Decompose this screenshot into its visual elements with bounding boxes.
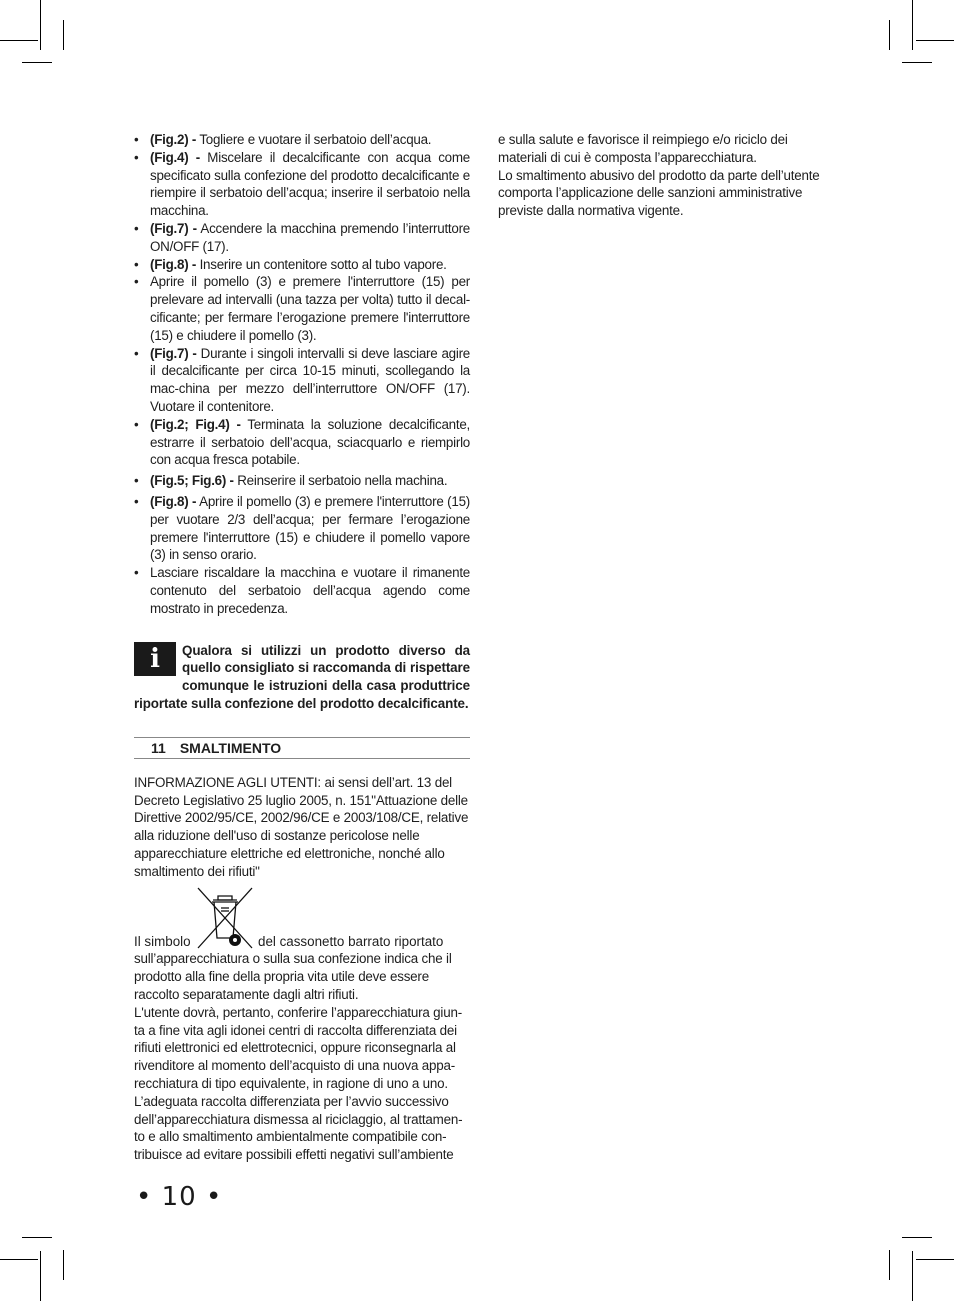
crop-mark (22, 62, 52, 63)
disposal-paragraph: Lo smaltimento abusivo del prodotto da parte dell’utente comporta l’applicazione delle sanzioni amministrative previste dalla normativa vigente. (498, 167, 820, 219)
crossed-out-wheelie-bin-icon (194, 886, 256, 950)
crop-mark (63, 20, 64, 50)
disposal-paragraph: sull’apparecchiatura o sulla sua confezione indica che il prodotto alla fine della propria vita utile deve essere raccolto separatamente dagli altri rifiuti. (134, 951, 452, 1003)
right-column (498, 131, 834, 220)
list-item: • (Fig.4) - Miscelare il decalcificante con acqua come specificato sulla confezione del prodotto decalcificante e riempire il serbatoio dell’acqua; inserire il serbatoio nella macchina. (134, 149, 470, 219)
page-number: • 10 • (136, 1182, 223, 1212)
left-column (134, 131, 470, 1164)
crop-mark (902, 62, 932, 63)
crop-mark (902, 1237, 932, 1238)
descaling-steps-list (134, 131, 470, 618)
disposal-paragraph: e sulla salute e favorisce il reimpiego e/o riciclo dei materiali di cui è composta l’apparecchiatura. (498, 132, 788, 165)
crop-mark (889, 20, 890, 50)
symbol-label-before: Il simbolo (134, 933, 191, 949)
list-item: • (Fig.7) - Durante i singoli intervalli si deve lasciare agire il decalcificante per circa 10-15 minuti, scollegando la mac-china per mezzo dell’interruttore ON/OFF (17). Vuotare il contenitore. (134, 345, 470, 414)
crop-mark (912, 0, 913, 50)
info-icon: i (134, 642, 176, 676)
info-note-text: Qualora si utilizzi un prodotto diverso da quello consigliato si raccomanda di rispettare comunque le istruzioni della casa produttrice riportate sulla confezione del prodotto decalcificante. (134, 642, 470, 711)
symbol-label-after: del cassonetto barrato riportato (258, 933, 444, 949)
crop-mark (0, 40, 38, 41)
crop-mark (916, 1259, 954, 1260)
list-item: • (Fig.8) - Inserire un contenitore sotto al tubo vapore. (134, 256, 447, 272)
list-item: • (Fig.5; Fig.6) - Reinserire il serbatoio nella machina. (134, 473, 448, 489)
list-item: • (Fig.7) - Accendere la macchina premendo l’interruttore ON/OFF (17). (134, 220, 470, 254)
disposal-intro: INFORMAZIONE AGLI UTENTI: ai sensi dell’art. 13 del Decreto Legislativo 25 luglio 2005, n. 151"Attuazione delle Direttive 2002/95/CE, 2002/96/CE e 2003/108/CE, relative alla riduzione dell'uso di sostanze pericolose nelle apparecchiature elettriche ed elettroniche, nonché allo smaltimento dei rifiuti" (134, 774, 469, 879)
crop-mark (63, 1250, 64, 1280)
list-item: • Aprire il pomello (3) e premere l'interruttore (15) per prelevare ad intervalli (una tazza per volta) tutto il decal-cificante; per fermare l’erogazione premere l'interruttore (15) e chiudere il pomello (3). (134, 274, 470, 343)
list-item: • (Fig.2; Fig.4) - Terminata la soluzione decalcificante, estrarre il serbatoio dell’acqua, sciacquarlo e riempirlo con acqua fresca potabile. (134, 416, 470, 468)
symbol-line (134, 886, 470, 950)
section-heading (134, 737, 470, 759)
crop-mark (912, 1251, 913, 1301)
crop-mark (889, 1250, 890, 1280)
info-note (134, 642, 470, 713)
disposal-paragraph: L'utente dovrà, pertanto, conferire l’apparecchiatura giun-ta a fine vita agli idonei centri di raccolta differenziata dei rifiuti elettronici ed elettrotecnici, oppure riconsegnarla al rivenditore al momento dell’acquisto di una nuova appa-recchiatura di tipo equivalente, in ragione di uno a uno. (134, 1004, 462, 1092)
section-title: SMALTIMENTO (179, 739, 282, 756)
list-item: • (Fig.8) - Aprire il pomello (3) e premere l'interruttore (15) per vuotare 2/3 dell’acqua; per fermare l’erogazione premere l'interruttore (15) e chiudere il pomello vapore (3) in senso orario. (134, 493, 470, 563)
crop-mark (22, 1237, 52, 1238)
section-number: 11 (151, 739, 166, 756)
disposal-paragraph: L’adeguata raccolta differenziata per l’avvio successivo dell’apparecchiatura dismessa al riciclaggio, al trattamen-to e allo smaltimento ambientalmente compatibile con-tribuisce ad evitare possibili effetti negativi sull’ambiente (134, 1093, 463, 1163)
crop-mark (0, 1259, 38, 1260)
list-item: • (Fig.2) - Togliere e vuotare il serbatoio dell’acqua. (134, 132, 432, 147)
crop-mark (916, 40, 954, 41)
list-item: • Lasciare riscaldare la macchina e vuotare il rimanente contenuto del serbatoio dell’acqua agendo come mostrato in precedenza. (134, 565, 470, 616)
crop-mark (40, 1251, 41, 1301)
crop-mark (40, 0, 41, 50)
